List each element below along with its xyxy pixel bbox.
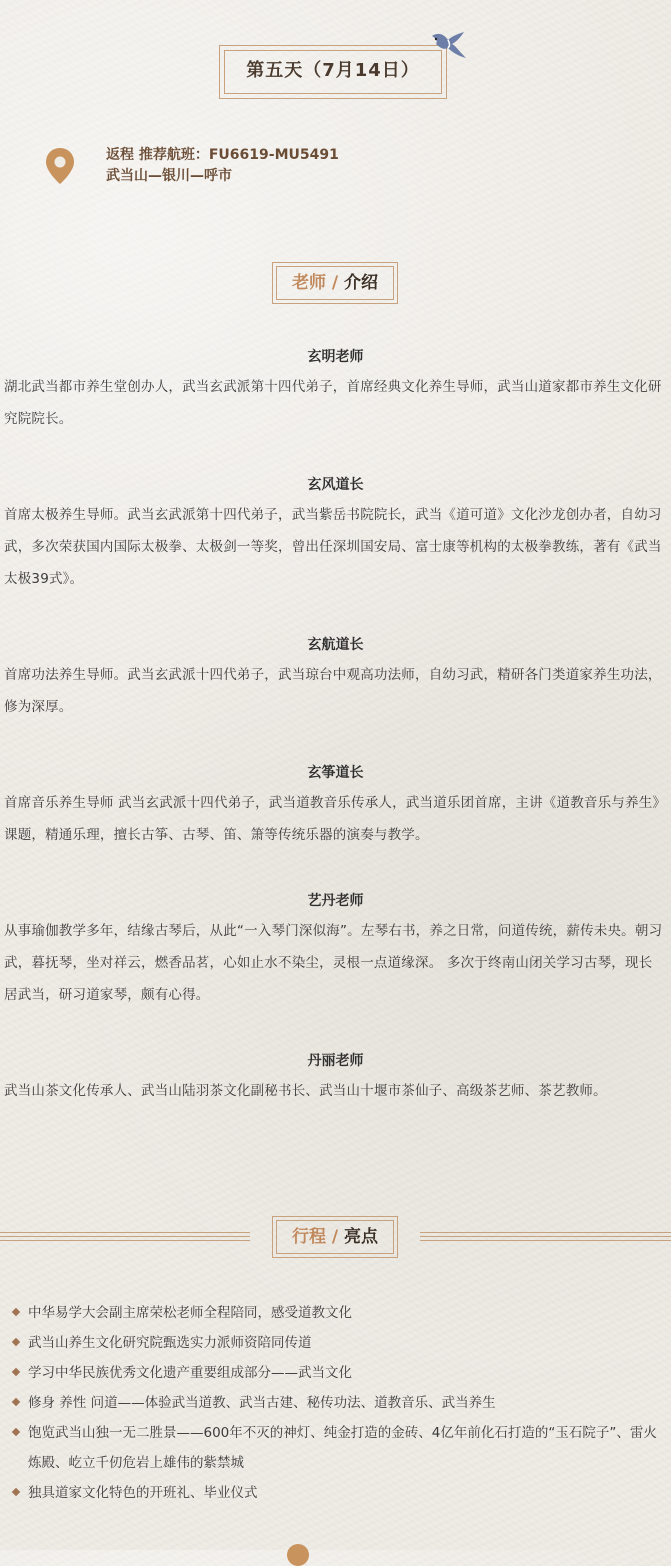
diamond-bullet-icon (12, 1428, 20, 1436)
teacher-name: 玄筝道长 (307, 765, 364, 781)
highlight-text: 武当山养生文化研究院甄选实力派师资陪同传道 (28, 1335, 312, 1351)
list-item (10, 1418, 665, 1478)
section-label-part2: 亮点 (344, 1227, 379, 1247)
magpie-bird-icon (428, 28, 470, 66)
section-label-part2: 介绍 (344, 273, 379, 293)
teacher-name: 玄航道长 (307, 637, 364, 653)
highlights-list (10, 1298, 665, 1508)
day-title-box (219, 45, 447, 99)
highlight-text: 独具道家文化特色的开班礼、毕业仪式 (28, 1485, 258, 1501)
teacher-name: 丹丽老师 (307, 1053, 364, 1069)
location-pin-icon (45, 147, 75, 185)
section-label-part1: 行程 / (291, 1227, 339, 1247)
highlight-text: 饱览武当山独一无二胜景——600年不灭的神灯、纯金打造的金砖、4亿年前化石打造的“玉石院子”、雷火炼殿、屹立千仞危岩上雄伟的紫禁城 (28, 1425, 657, 1471)
diamond-bullet-icon (12, 1308, 20, 1316)
return-flight-info: 返程 推荐航班：FU6619-MU5491 (106, 147, 339, 163)
teacher-bio: 武当山茶文化传承人、武当山陆羽茶文化副秘书长、武当山十堰市茶仙子、高级茶艺师、茶艺教师。 (4, 1083, 607, 1099)
list-item (10, 1388, 665, 1418)
decorative-divider-right (420, 1232, 671, 1241)
list-item (10, 1328, 665, 1358)
diamond-bullet-icon (12, 1368, 20, 1376)
list-item (10, 1478, 665, 1508)
section-header-highlights-inner (276, 1220, 394, 1254)
teacher-name: 玄风道长 (307, 477, 364, 493)
list-item (10, 1358, 665, 1388)
decorative-divider-left (0, 1232, 250, 1241)
decorative-dot (287, 1544, 309, 1566)
teacher-bio: 首席功法养生导师。武当玄武派十四代弟子，武当琼台中观高功法师，自幼习武，精研各门类道家养生功法，修为深厚。 (4, 667, 662, 715)
teacher-name: 艺丹老师 (307, 893, 364, 909)
diamond-bullet-icon (12, 1398, 20, 1406)
teacher-bio: 湖北武当都市养生堂创办人，武当玄武派第十四代弟子，首席经典文化养生导师，武当山道家都市养生文化研究院院长。 (4, 379, 662, 427)
teacher-name: 玄明老师 (307, 349, 364, 365)
section-header-highlights (272, 1216, 398, 1258)
diamond-bullet-icon (12, 1488, 20, 1496)
diamond-bullet-icon (12, 1338, 20, 1346)
list-item (10, 1298, 665, 1328)
teacher-bio: 首席音乐养生导师 武当玄武派十四代弟子，武当道教音乐传承人，武当道乐团首席，主讲《道教音乐与养生》课题，精通乐理，擅长古筝、古琴、笛、箫等传统乐器的演奏与教学。 (4, 795, 660, 843)
route-cities: 武当山—银川—呼市 (106, 168, 232, 184)
teacher-bio: 从事瑜伽教学多年，结缘古琴后，从此“一入琴门深似海”。左琴右书，养之日常，问道传统，薪传未央。朝习武，暮抚琴，坐对祥云，燃香品茗，心如止水不染尘，灵根一点道缘深。 多次于终南山闭关学习古琴，现长居武当，研习道家琴，颇有心得。 (4, 923, 663, 1003)
section-header-teachers (272, 262, 398, 304)
section-label-part1: 老师 / (291, 273, 339, 293)
highlight-text: 中华易学大会副主席荣松老师全程陪同，感受道教文化 (28, 1305, 352, 1321)
highlight-text: 修身 养性 问道——体验武当道教、武当古建、秘传功法、道教音乐、武当养生 (28, 1395, 496, 1411)
section-header-teachers-inner (276, 266, 394, 300)
teacher-bio: 首席太极养生导师。武当玄武派第十四代弟子，武当紫岳书院院长，武当《道可道》文化沙龙创办者，自幼习武，多次荣获国内国际太极拳、太极剑一等奖，曾出任深圳国安局、富士康等机构的太极拳教练，著有《武当太极39式》。 (4, 507, 662, 587)
day-title: 第五天（7月14日） (246, 60, 420, 81)
highlight-text: 学习中华民族优秀文化遗产重要组成部分——武当文化 (28, 1365, 352, 1381)
